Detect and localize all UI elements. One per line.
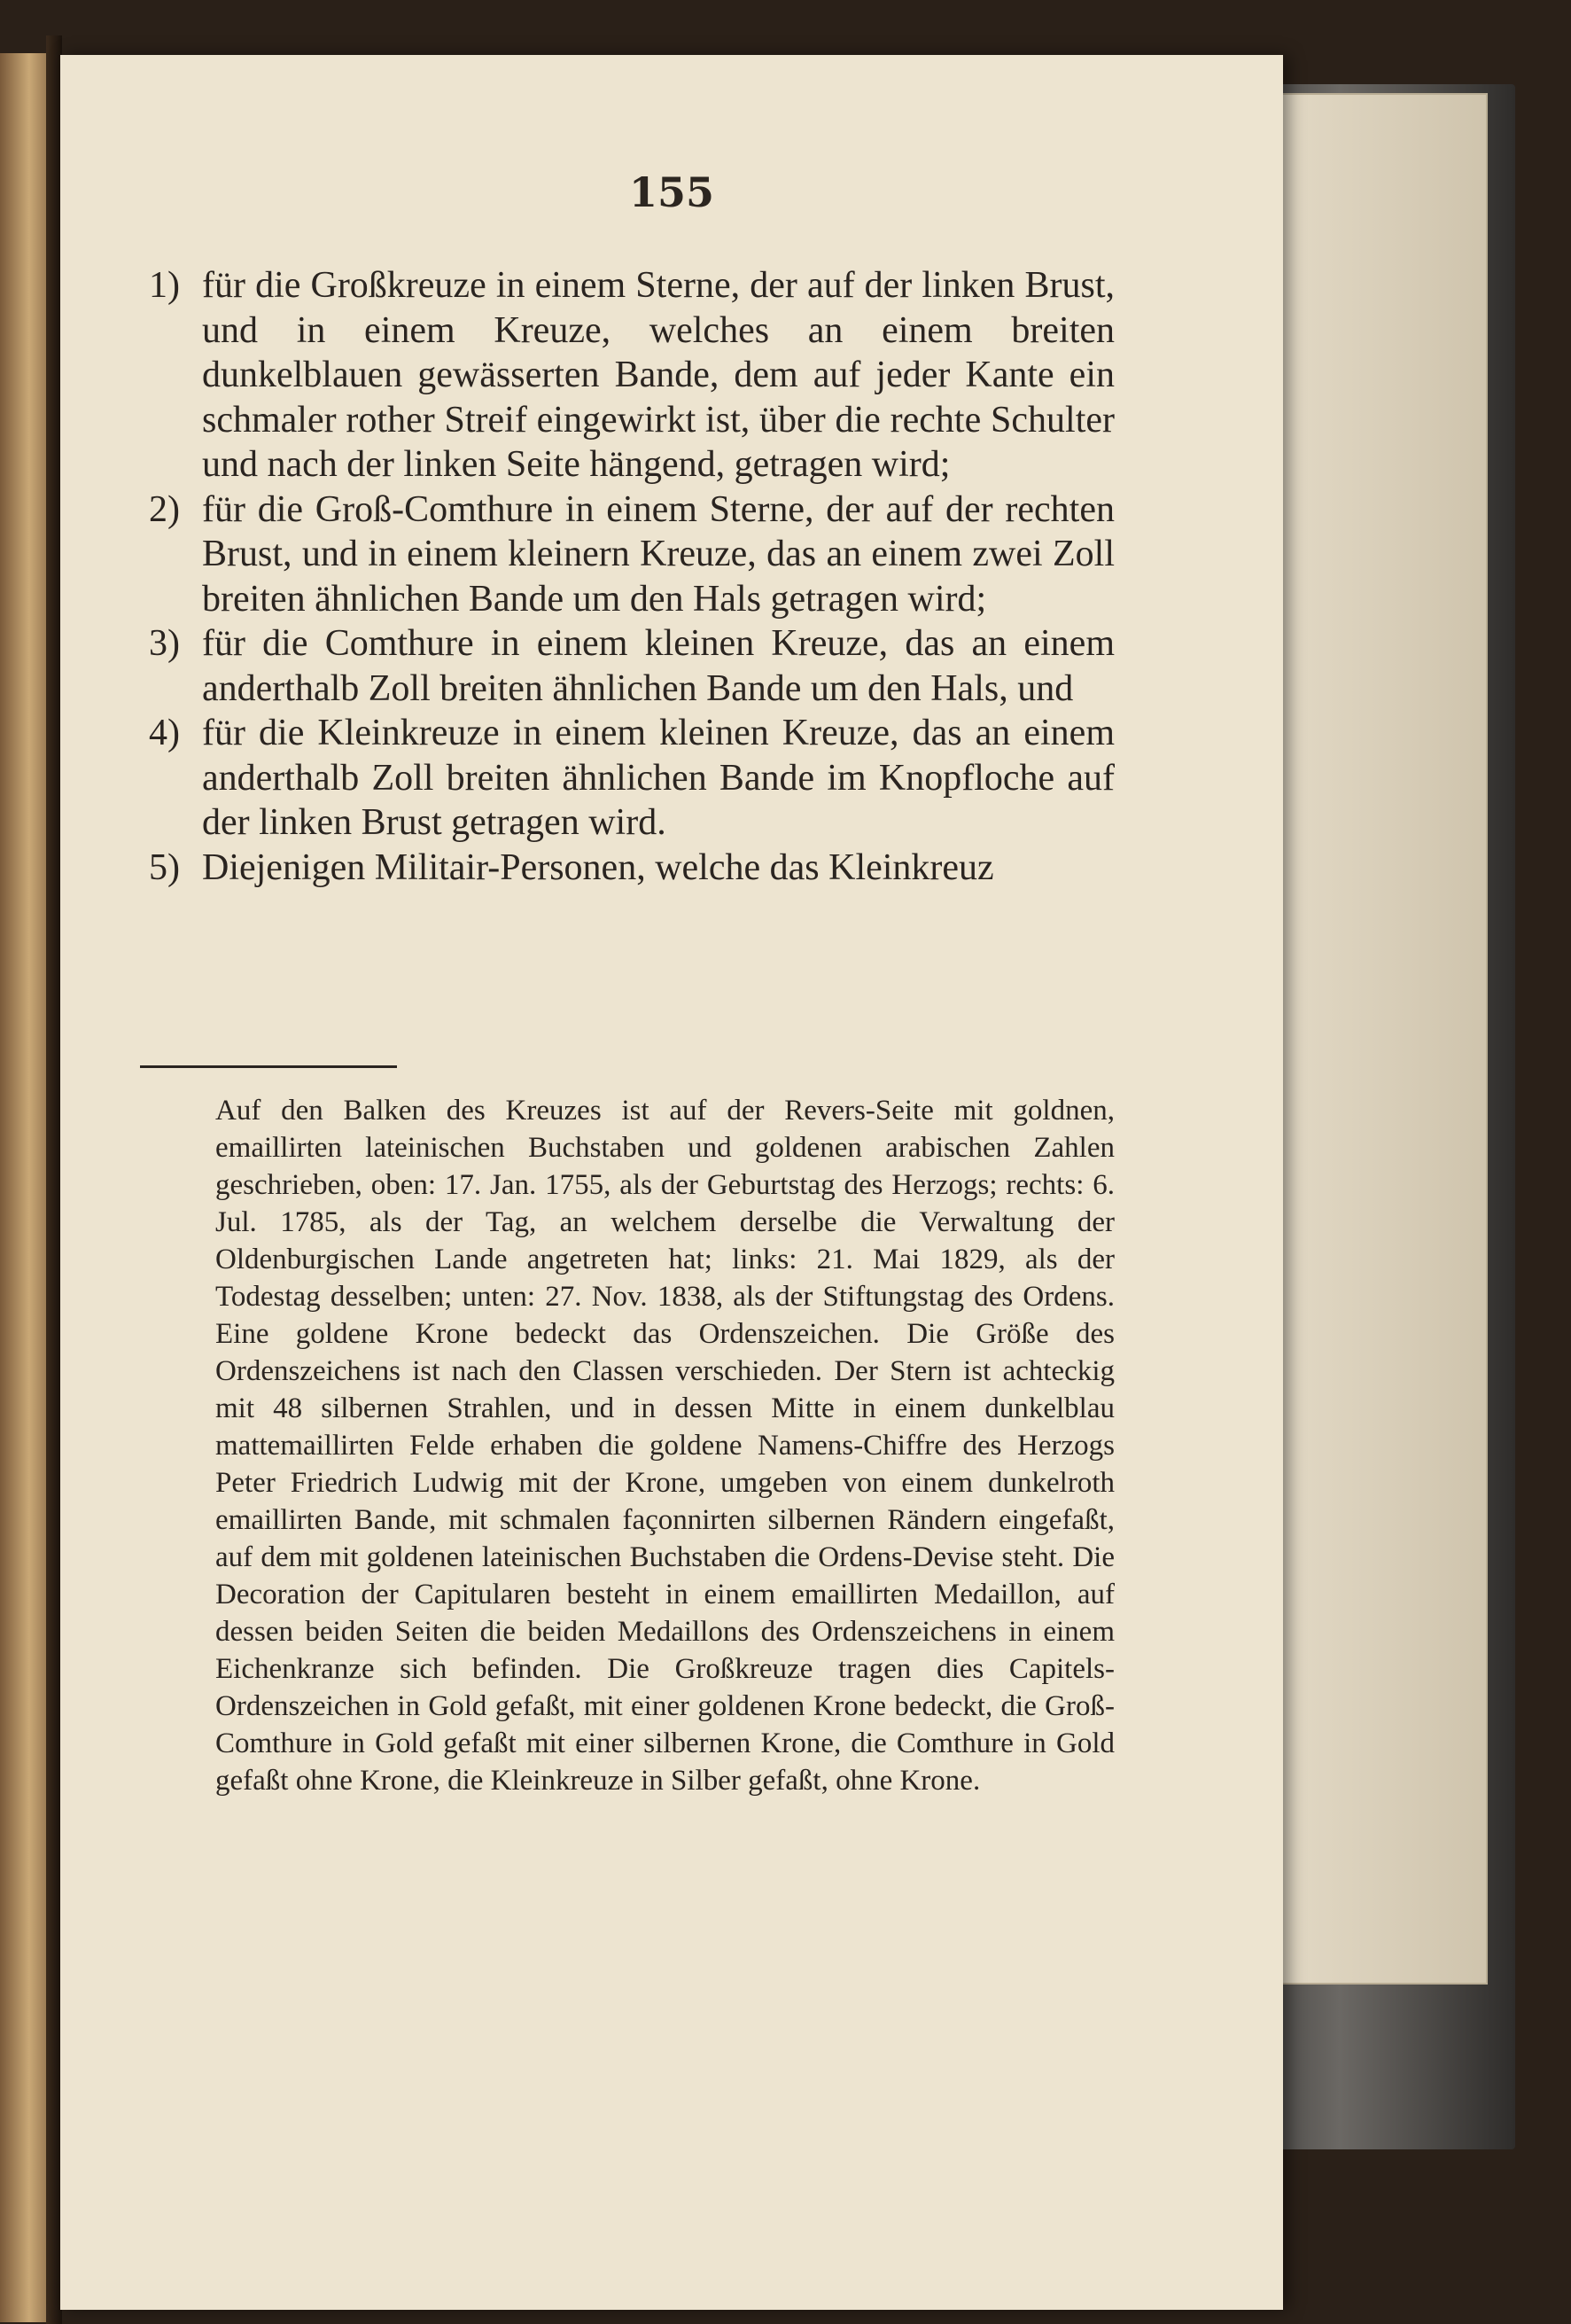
entry-text: für die Groß-Comthure in einem Sterne, der auf der rechten Brust, und in einem kleinern Kreuze, das an einem zwei Zoll breiten ähnlichen Bande um den Hals getragen wird; [202, 488, 1115, 620]
entry-text: für die Kleinkreuze in einem kleinen Kreuze, das an einem anderthalb Zoll breiten ähnlichen Bande im Knopfloche auf der linken Brust getragen wird. [202, 713, 1115, 843]
entry-number: 4) [149, 713, 180, 753]
list-entry-1 [149, 263, 1115, 487]
page-number: 155 [628, 168, 715, 216]
list-entry-5 [149, 846, 1115, 891]
main-text [149, 263, 1115, 890]
book-page [60, 55, 1283, 2310]
entry-number: 3) [149, 623, 180, 664]
list-entry-3 [149, 621, 1115, 711]
footnote: Auf den Balken des Kreuzes ist auf der Revers-Seite mit goldnen, emaillirten lateinischen Buchstaben und goldenen arabischen Zahlen geschrieben, oben: 17. Jan. 1755, als der Geburtstag des Herzogs; rechts: 6. Jul. 1785, als der Tag, an welchem derselbe die Verwaltung der Oldenburgischen Lande angetreten hat; links: 21. Mai 1829, als der Todestag desselben; unten: 27. Nov. 1838, als der Stiftungstag des Ordens. Eine goldene Krone bedeckt das Ordenszeichen. Die Größe des Ordenszeichens ist nach den Classen verschieden. Der Stern ist achteckig mit 48 silbernen Strahlen, und in dessen Mitte in einem dunkelblau mattemaillirten Felde erhaben die goldene Namens-Chiffre des Herzogs Peter Friedrich Ludwig mit der Krone, umgeben von einem dunkelroth emaillirten Bande, mit schmalen façonnirten silbernen Rändern eingefaßt, auf dem mit goldenen lateinischen Buchstaben die Ordens-Devise steht. Die Decoration der Capitularen besteht in einem emaillirten Medaillon, auf dessen beiden Seiten die beiden Medaillons des Ordenszeichens in einem Eichenkranze sich befinden. Die Großkreuze tragen dies Capitels-Ordenszeichen in Gold gefaßt, mit einer goldenen Krone bedeckt, die Groß-Comthure in Gold gefaßt mit einer silbernen Krone, die Comthure in Gold gefaßt ohne Krone, die Kleinkreuze in Silber gefaßt, ohne Krone. [215, 1095, 1115, 1797]
entry-text: für die Comthure in einem kleinen Kreuze, das an einem anderthalb Zoll breiten ähnlichen Bande um den Hals, und [202, 623, 1115, 709]
entry-number: 5) [149, 846, 180, 888]
entry-text: für die Großkreuze in einem Sterne, der auf der linken Brust, und in einem Kreuze, welches an einem breiten dunkelblauen gewässerten Bande, dem auf jeder Kante ein schmaler rother Streif eingewirkt ist, über die rechte Schulter und nach der linken Seite hängend, getragen wird; [202, 265, 1115, 485]
entry-number: 2) [149, 488, 180, 530]
footnote-divider [140, 1065, 397, 1068]
entry-text: Diejenigen Militair-Personen, welche das Kleinkreuz [202, 846, 994, 888]
list-entry-2 [149, 487, 1115, 622]
left-page-edge [0, 53, 53, 2322]
list-entry-4 [149, 711, 1115, 846]
entry-number: 1) [149, 265, 180, 306]
